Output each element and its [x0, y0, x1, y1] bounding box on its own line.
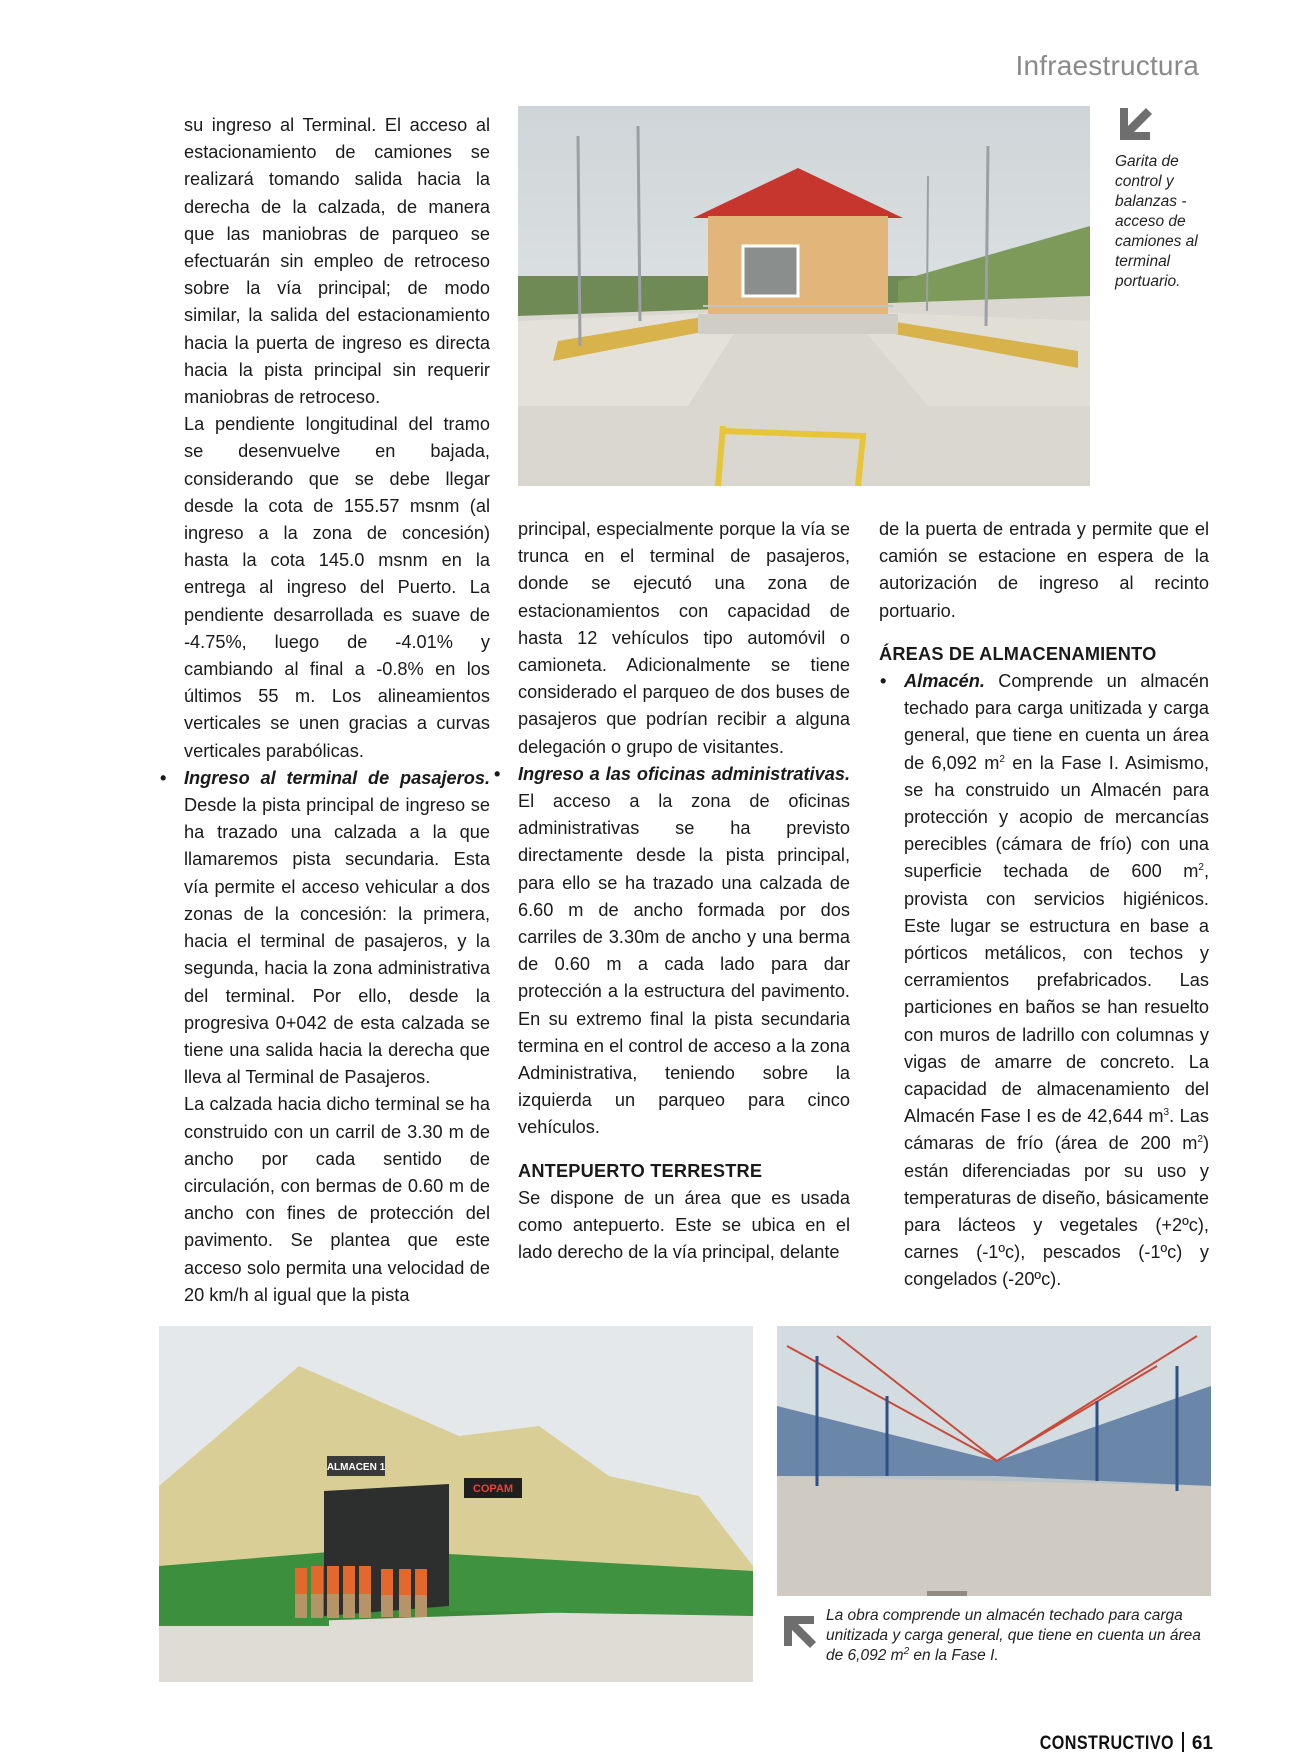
bullet-item — [184, 765, 490, 1091]
paragraph: La calzada hacia dicho terminal se ha construido con un carril de 3.30 m de ancho por cada sentido de circulación, con bermas de 0.60 m de ancho con fines de protección del pavimento. Se plantea que este acceso solo permita una velocidad de 20 km/h al igual que la pista — [184, 1094, 490, 1305]
text-column-3 — [879, 516, 1209, 1294]
bullet-text: ) están diferenciadas por su uso y temperaturas de diseño, básicamente para lácteos y vegetales (+2ºc), carnes (-1ºc), pescados (-1ºc) y congelados (-20ºc). — [904, 1133, 1209, 1290]
section-heading: ÁREAS DE ALMACENAMIENTO — [879, 643, 1157, 664]
text-column-2 — [518, 516, 850, 1266]
warehouse-interior-photo — [777, 1326, 1211, 1596]
warehouse-sign-text: ALMACEN 1 — [326, 1462, 386, 1473]
bullet-text: en la Fase I. Asimismo, se ha construido un Almacén para protección y acopio de mercancías perecibles (cámara de frío) con una superficie techada de 600 m — [904, 752, 1210, 882]
page-number: 61 — [1191, 1733, 1213, 1754]
bullet-item — [904, 668, 1209, 1294]
top-photo-caption: Garita de control y balanzas - acceso de camiones al terminal portuario. — [1115, 153, 1198, 290]
superscript: 2 — [903, 1645, 910, 1657]
paragraph: principal, especialmente porque la vía se trunca en el terminal de pasajeros, donde se ejecutó una zona de estacionamientos con capacidad de hasta 12 vehículos tipo automóvil o camioneta. Adicionalmente se tiene considerado el parqueo de dos buses de pasajeros que podrían recibir a alguna delegación o grupo de visitantes. — [518, 519, 850, 757]
arrow-up-left-icon — [780, 1612, 818, 1650]
superscript: 2 — [1198, 862, 1204, 874]
caption-text: La obra comprende un almacén techado para carga unitizada y carga general, que tiene en cuenta un área de 6,092 m — [826, 1607, 1201, 1664]
bullet-text: Comprende un almacén techado para carga unitizada y carga general, que tiene en cuenta un área de 6,092 m — [904, 671, 1209, 773]
footer-divider — [1182, 1732, 1184, 1752]
paragraph: su ingreso al Terminal. El acceso al estacionamiento de camiones se realizará tomando salida hacia la derecha de la calzada, de manera que las maniobras de parqueo se efectuarán sin empleo de retroceso sobre la vía principal; de modo similar, la salida del estacionamiento hacia la puerta de ingreso es directa hacia la pista principal sin requerir maniobras de retroceso. — [184, 115, 490, 408]
bullet-text: El acceso a la zona de oficinas administrativas se ha previsto directamente desde la pista principal, para ello se ha trazado una calzada de 6.60 m de ancho formada por dos carriles de 3.30m de ancho y una berma de 0.60 m a cada lado para dar protección a la estructura del pavimento. En su extremo final la pista secundaria termina en el control de acceso a la zona Administrativa, teniendo sobre la izquierda un parqueo para cinco vehículos. — [518, 791, 850, 1138]
bullet-item — [518, 761, 850, 1142]
superscript: 2 — [1197, 1134, 1203, 1146]
section-heading: ANTEPUERTO TERRESTRE — [518, 1160, 763, 1181]
bullet-lead: Almacén. — [904, 671, 985, 692]
warehouse-exterior-photo — [159, 1326, 753, 1682]
superscript: 2 — [999, 753, 1005, 765]
bullet-lead: Ingreso a las oficinas administrativas. — [518, 763, 850, 784]
magazine-name: CONSTRUCTIVO — [1039, 1733, 1174, 1754]
text-column-1 — [184, 112, 490, 1309]
superscript: 3 — [1163, 1107, 1170, 1119]
bullet-text: . Las cámaras de frío (área de 200 m — [904, 1106, 1209, 1154]
warehouse-brand-text: COPAM — [472, 1483, 514, 1495]
bullet-lead: Ingreso al terminal de pasajeros. — [184, 767, 490, 788]
section-tag: Infraestructura — [1015, 50, 1199, 81]
paragraph: La pendiente longitudinal del tramo se desenvuelve en bajada, considerando que se debe llegar desde la cota de 155.57 msnm (al ingreso a la zona de concesión) hasta la cota 145.0 msnm en la entrega al ingreso del Puerto. La pendiente desarrollada es suave de -4.75%, luego de -4.01% y cambiando al final a -0.8% en los últimos 55 m. Los alineamientos verticales se unen gracias a curvas verticales parabólicas. — [184, 414, 490, 761]
paragraph: Se dispone de un área que es usada como antepuerto. Este se ubica en el lado derecho de la vía principal, delante — [518, 1187, 850, 1263]
page-footer — [1016, 1732, 1213, 1755]
paragraph: de la puerta de entrada y permite que el camión se estacione en espera de la autorización de ingreso al recinto portuario. — [879, 519, 1209, 621]
gatehouse-photo — [518, 106, 1090, 486]
arrow-down-left-icon — [1116, 104, 1154, 142]
bullet-text: Desde la pista principal de ingreso se ha trazado una calzada a la que llamaremos pista secundaria. Esta vía permite el acceso vehicular a dos zonas de la concesión: la primera, hacia el terminal de pasajeros, y la segunda, hacia la zona administrativa del terminal. Por ello, desde la progresiva 0+042 de esta calzada se tiene una salida hacia la derecha que lleva al Terminal de Pasajeros. — [184, 795, 490, 1088]
bullet-text: , provista con servicios higiénicos. Este lugar se estructura en base a pórticos metálicos, con techos y cerramientos prefabricados. Las particiones en baños se han resuelto con muros de ladrillo con columnas y vigas de amarre de concreto. La capacidad de almacenamiento del Almacén Fase I es de 42,644 m — [904, 861, 1209, 1127]
caption-text: en la Fase I. — [909, 1647, 999, 1664]
bottom-photo-caption — [826, 1606, 1206, 1666]
